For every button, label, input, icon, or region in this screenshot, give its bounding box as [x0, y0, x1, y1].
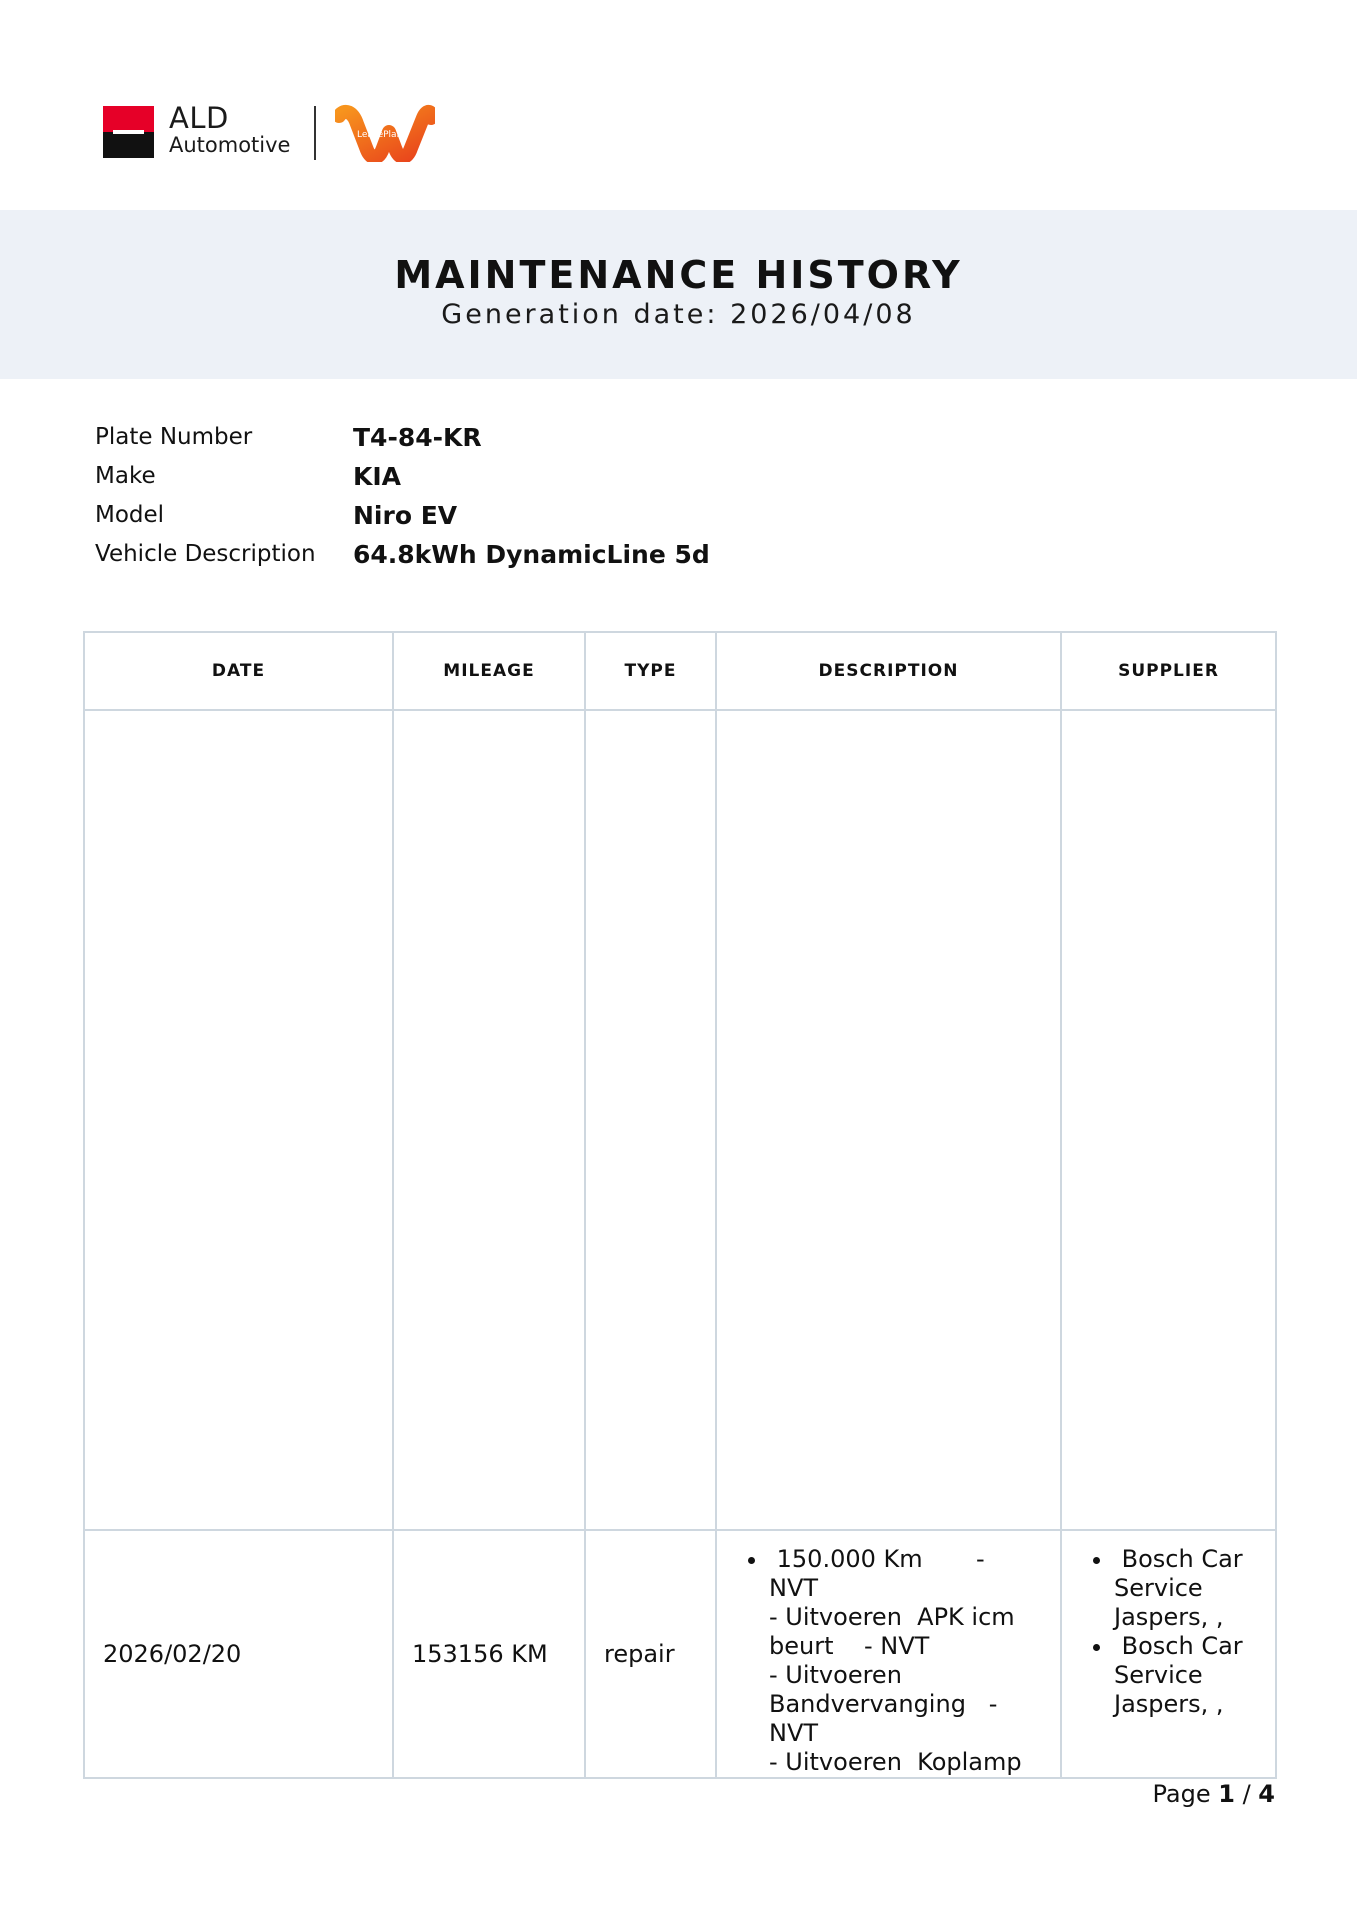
supplier-item: • Bosch Car Service Jaspers, , — [1114, 1632, 1271, 1719]
logo-area — [103, 101, 443, 162]
page-prefix: Page — [1152, 1780, 1219, 1808]
model-label: Model — [95, 502, 165, 528]
header-date: DATE — [84, 632, 393, 710]
row-supplier — [1061, 1530, 1276, 1778]
header-mileage: MILEAGE — [393, 632, 585, 710]
header-type: TYPE — [585, 632, 716, 710]
ald-logo-name: ALD — [169, 101, 229, 135]
row-date: 2026/02/20 — [84, 1530, 393, 1778]
make-label: Make — [95, 463, 156, 489]
page-indicator — [1153, 1780, 1275, 1808]
supplier-list — [1062, 1545, 1271, 1719]
page-title: MAINTENANCE HISTORY — [394, 253, 963, 297]
current-page: 1 — [1218, 1780, 1235, 1808]
description-list — [717, 1545, 1056, 1777]
ald-logo-text — [169, 101, 291, 157]
header-description: DESCRIPTION — [716, 632, 1061, 710]
maintenance-table — [83, 631, 1277, 1779]
table-row — [84, 1530, 1276, 1778]
logo-divider — [314, 106, 316, 160]
model-value: Niro EV — [353, 501, 458, 530]
vehicle-description-value: 64.8kWh DynamicLine 5d — [353, 540, 710, 569]
row-description — [716, 1530, 1061, 1778]
row-type: repair — [585, 1530, 716, 1778]
row-mileage: 153156 KM — [393, 1530, 585, 1778]
total-pages: 4 — [1258, 1780, 1275, 1808]
plate-label: Plate Number — [95, 424, 253, 450]
vehicle-description-label: Vehicle Description — [95, 541, 316, 567]
leaseplan-logo-icon — [335, 104, 435, 162]
header-supplier: SUPPLIER — [1061, 632, 1276, 710]
leaseplan-logo-text: LeasePlan — [357, 130, 403, 140]
title-banner — [0, 210, 1357, 379]
ald-logo-icon — [103, 106, 154, 158]
table-header-row — [84, 632, 1276, 710]
generation-date: Generation date: 2026/04/08 — [441, 299, 916, 330]
description-item: • 150.000 Km - NVT - Uitvoeren APK icm beurt - NVT - Uitvoeren Bandvervanging - NVT - Uitvoeren Koplamp — [769, 1545, 1056, 1777]
make-value: KIA — [353, 462, 402, 491]
page-separator: / — [1234, 1780, 1259, 1808]
plate-value: T4-84-KR — [353, 423, 482, 452]
supplier-item: • Bosch Car Service Jaspers, , — [1114, 1545, 1271, 1632]
ald-logo-sub: Automotive — [169, 133, 291, 157]
table-spacer-row — [84, 710, 1276, 1530]
